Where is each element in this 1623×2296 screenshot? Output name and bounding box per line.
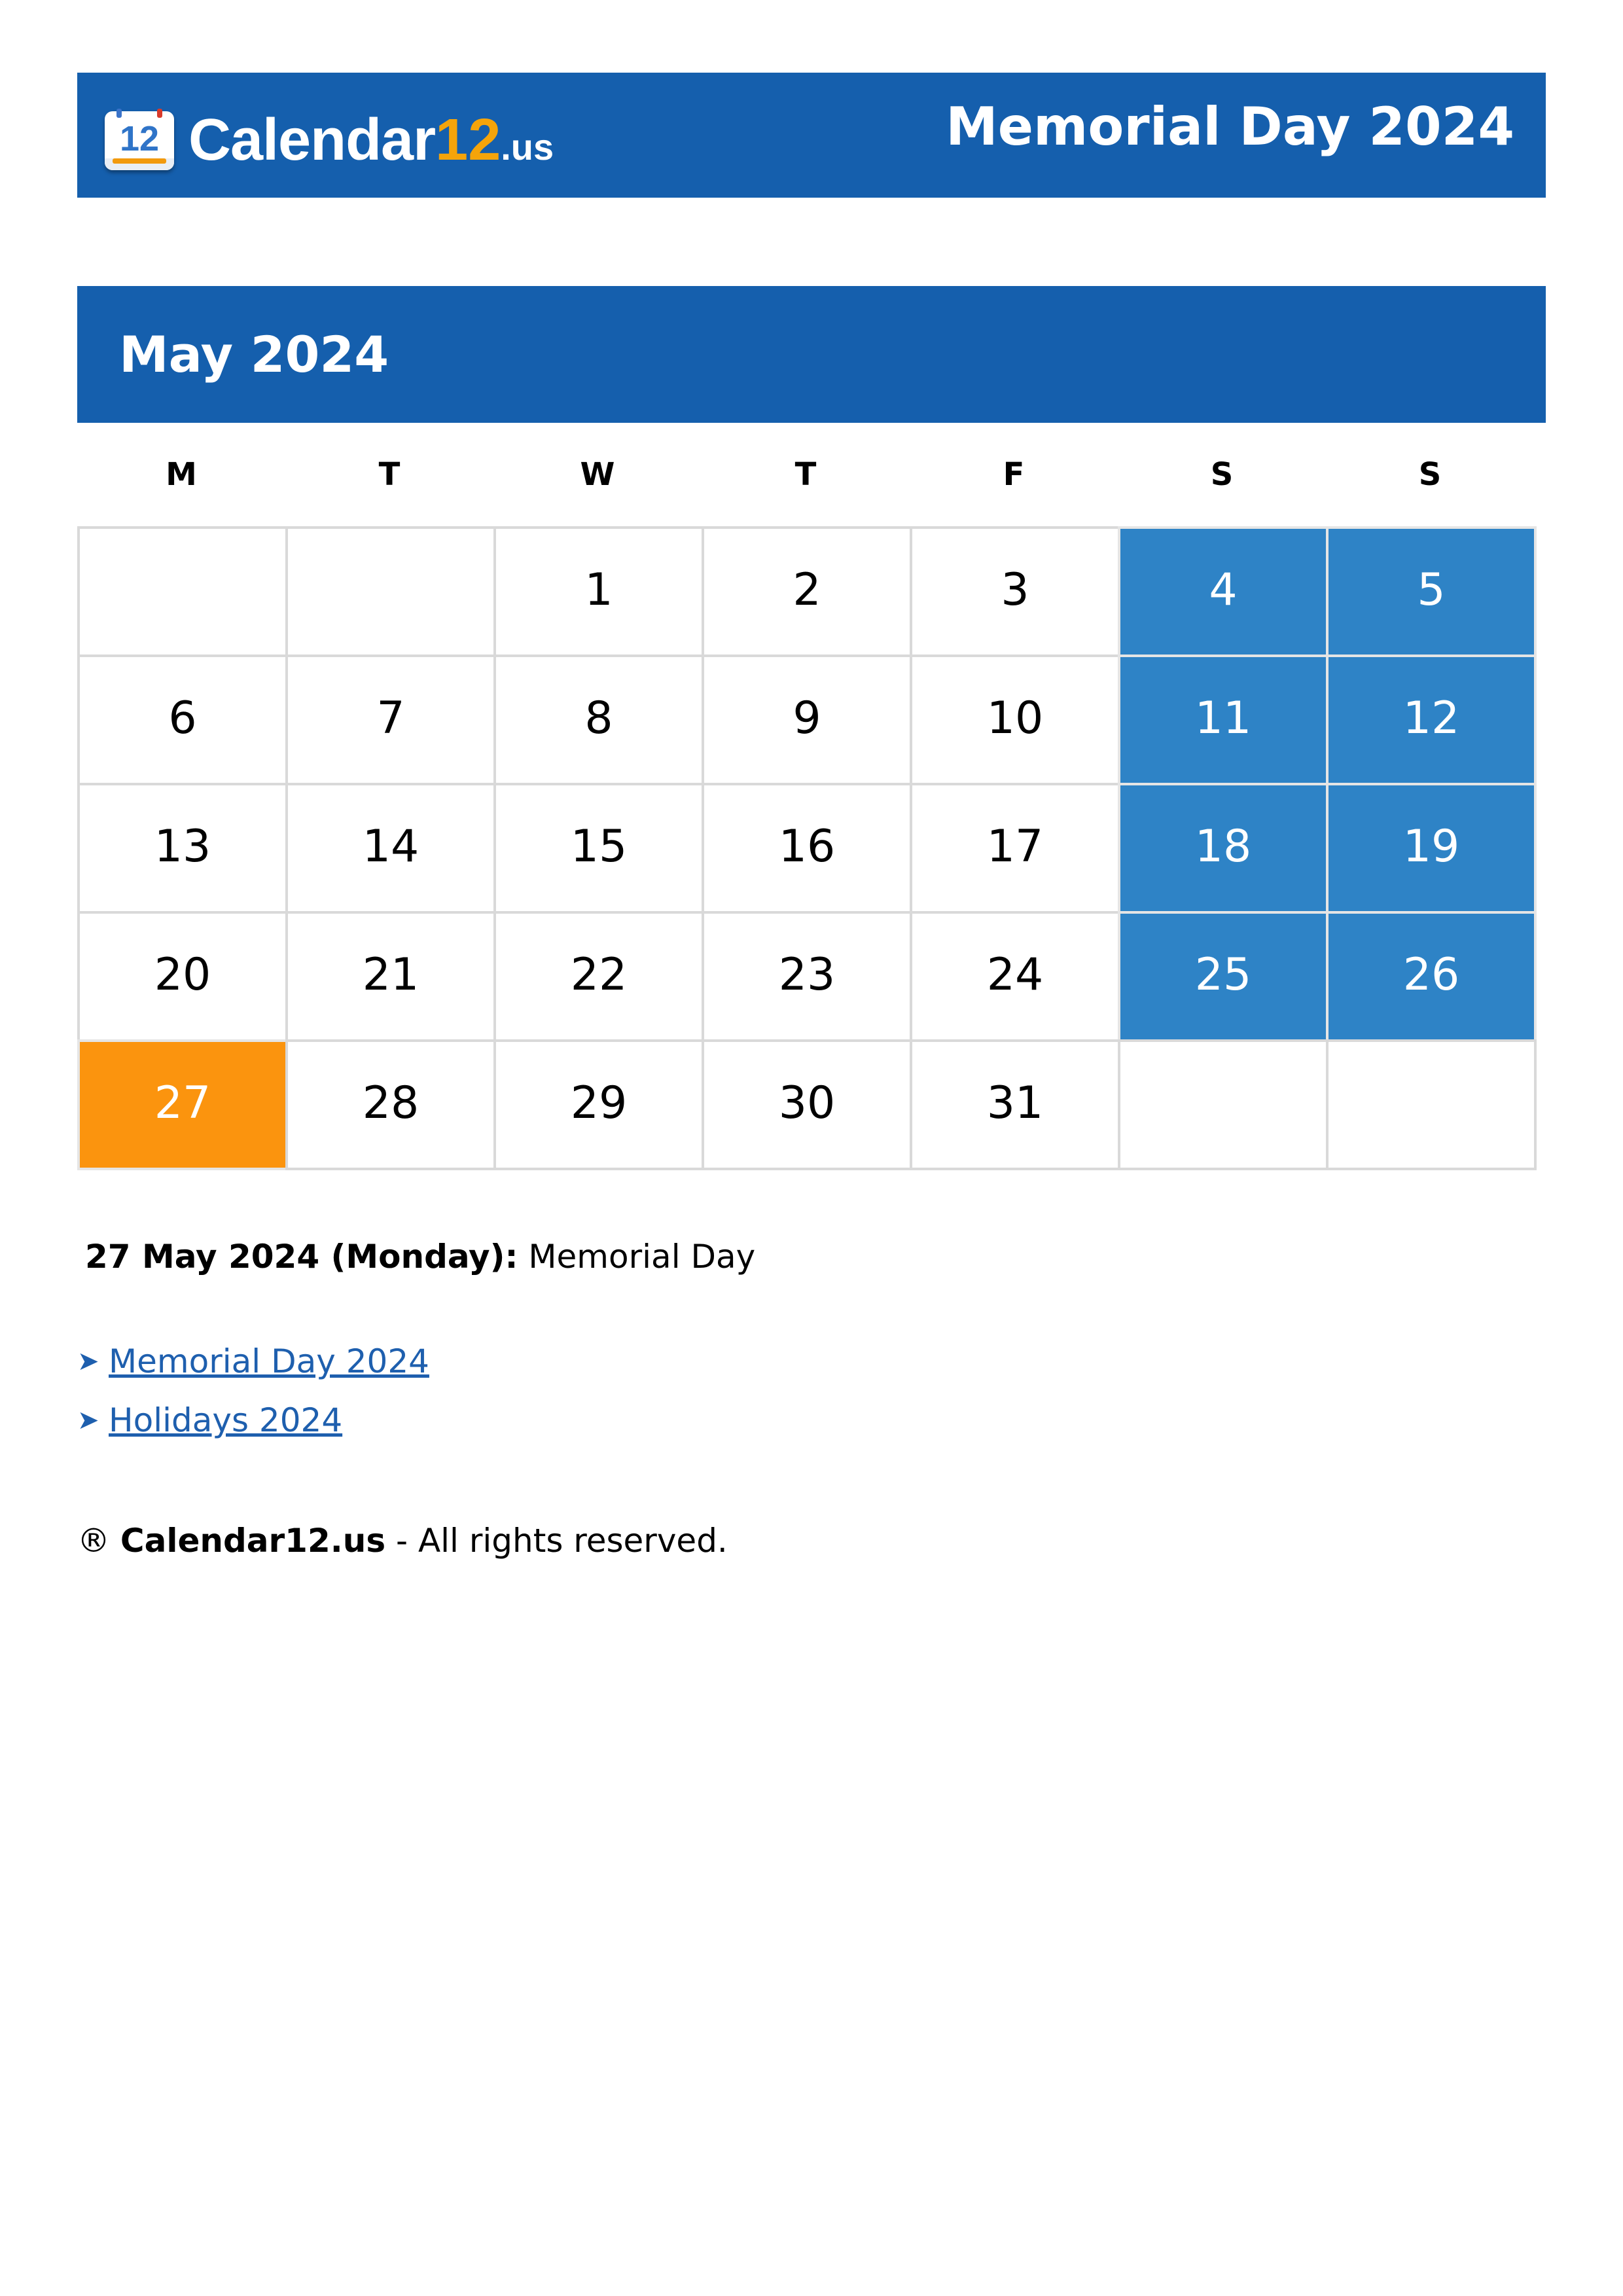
weekday-label: S [1210, 456, 1234, 493]
day-cell[interactable]: 12 [1326, 655, 1537, 785]
day-cell[interactable]: 7 [285, 655, 496, 785]
holiday-date: 27 May 2024 (Monday): [85, 1238, 518, 1276]
day-cell[interactable]: 24 [910, 911, 1120, 1042]
page-title: Memorial Day 2024 [946, 96, 1514, 157]
memorial-day-2024-link[interactable]: Memorial Day 2024 [109, 1342, 429, 1380]
day-cell[interactable]: 19 [1326, 783, 1537, 914]
logo-wordmark [188, 107, 554, 173]
day-cell[interactable]: 10 [910, 655, 1120, 785]
day-cell[interactable]: 17 [910, 783, 1120, 914]
arrow-right-icon: ➤ [77, 1405, 99, 1435]
day-cell[interactable]: 8 [493, 655, 704, 785]
day-cell[interactable]: 11 [1118, 655, 1329, 785]
site-header [77, 73, 1546, 198]
day-cell[interactable]: 1 [493, 526, 704, 657]
site-logo[interactable] [105, 107, 554, 173]
day-cell[interactable]: 15 [493, 783, 704, 914]
day-cell[interactable]: 9 [702, 655, 912, 785]
link-item-holidays [77, 1391, 429, 1450]
day-cell[interactable]: 27 [77, 1039, 288, 1170]
holiday-name: Memorial Day [528, 1238, 756, 1276]
calendar-logo-icon [105, 109, 174, 171]
footer [77, 1515, 728, 1567]
day-cell[interactable]: 3 [910, 526, 1120, 657]
month-title: May 2024 [119, 325, 389, 384]
logo-brand-number: 12 [435, 107, 501, 173]
day-cell[interactable]: 30 [702, 1039, 912, 1170]
day-cell[interactable]: 20 [77, 911, 288, 1042]
arrow-right-icon: ➤ [77, 1346, 99, 1376]
registered-symbol: ® [77, 1522, 110, 1560]
weekday-label: S [1418, 456, 1442, 493]
day-cell[interactable]: 5 [1326, 526, 1537, 657]
month-header [77, 286, 1546, 423]
logo-brand: Calendar [188, 107, 436, 173]
related-links [77, 1332, 429, 1450]
logo-icon-number: 12 [119, 119, 160, 158]
day-cell[interactable]: 28 [285, 1039, 496, 1170]
day-cell[interactable]: 18 [1118, 783, 1329, 914]
weekday-label: M [166, 456, 197, 493]
day-cell[interactable]: 13 [77, 783, 288, 914]
empty-day-cell [1326, 1039, 1537, 1170]
day-cell[interactable]: 25 [1118, 911, 1329, 1042]
weekday-label: T [378, 456, 401, 493]
empty-day-cell [285, 526, 496, 657]
day-cell[interactable]: 29 [493, 1039, 704, 1170]
link-item-memorial-day [77, 1332, 429, 1391]
day-cell[interactable]: 14 [285, 783, 496, 914]
calendar-grid [77, 526, 1537, 1168]
empty-day-cell [1118, 1039, 1329, 1170]
logo-brand-tld: .us [501, 126, 554, 168]
day-cell[interactable]: 22 [493, 911, 704, 1042]
weekday-label: W [580, 456, 615, 493]
footer-site-name: Calendar12.us [120, 1522, 386, 1560]
footer-rights-text: - All rights reserved. [396, 1522, 728, 1560]
empty-day-cell [77, 526, 288, 657]
day-cell[interactable]: 6 [77, 655, 288, 785]
weekday-header-row [77, 452, 1534, 497]
day-cell[interactable]: 2 [702, 526, 912, 657]
holidays-2024-link[interactable]: Holidays 2024 [109, 1401, 343, 1439]
weekday-label: F [1003, 456, 1025, 493]
holiday-description [85, 1230, 755, 1283]
weekday-label: T [794, 456, 817, 493]
day-cell[interactable]: 4 [1118, 526, 1329, 657]
day-cell[interactable]: 26 [1326, 911, 1537, 1042]
day-cell[interactable]: 31 [910, 1039, 1120, 1170]
day-cell[interactable]: 16 [702, 783, 912, 914]
day-cell[interactable]: 21 [285, 911, 496, 1042]
day-cell[interactable]: 23 [702, 911, 912, 1042]
